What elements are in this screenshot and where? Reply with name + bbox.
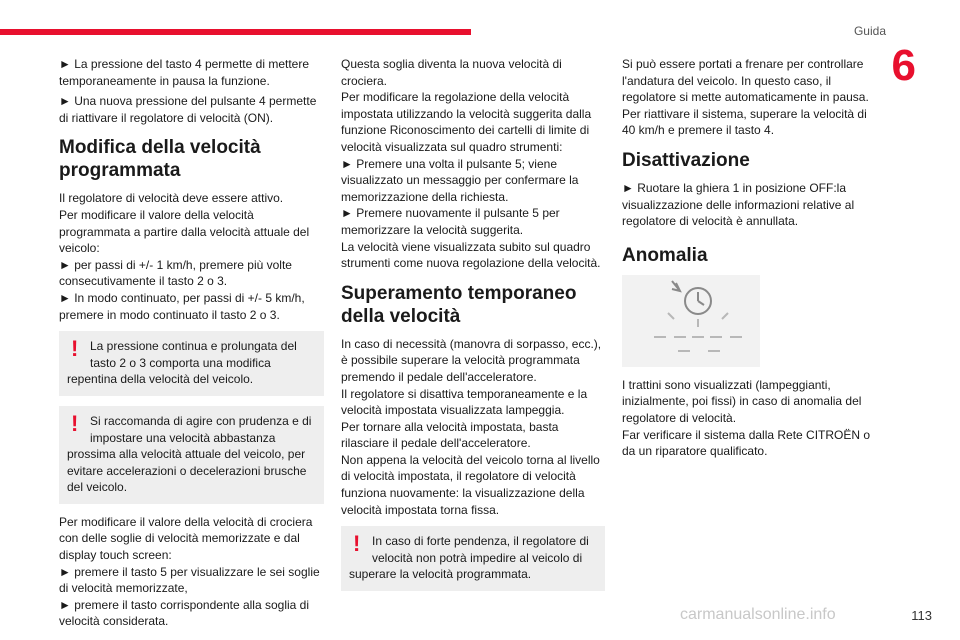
exclamation-icon: !	[353, 531, 361, 557]
speed-regulator-anomaly-icon	[622, 275, 760, 367]
column-3	[622, 56, 880, 464]
paragraph: Il regolatore di velocità deve essere attivo.	[59, 191, 284, 206]
paragraph: Far verificare il sistema dalla Rete CITROËN o da un riparatore qualificato.	[622, 427, 871, 459]
paragraph: ► Ruotare la ghiera 1 in posizione OFF:la visualizzazione delle informazioni relative al regolatore di velocità è annullata.	[622, 180, 855, 229]
top-accent-bar	[0, 29, 471, 35]
watermark: carmanualsonline.info	[680, 606, 836, 623]
paragraph: Per tornare alla velocità impostata, basta rilasciare il pedale dell'acceleratore.	[341, 419, 559, 451]
paragraph: Per modificare il valore della velocità di crociera con delle soglie di velocità memorizzate e dal display touch screen:	[59, 514, 313, 563]
warning-text: superare la velocità programmata.	[349, 567, 532, 582]
paragraph: ► premere il tasto corrispondente alla soglia di velocità considerata.	[59, 597, 310, 629]
paragraph: Per modificare il valore della velocità programmata a partire dalla velocità attuale del veicolo:	[59, 207, 310, 256]
warning-box	[59, 331, 324, 396]
paragraph: Per riattivare il sistema, superare la velocità di 40 km/h e premere il tasto 4.	[622, 106, 867, 138]
paragraph: In caso di necessità (manovra di sorpasso, ecc.), è possibile superare la velocità programmata premendo il pedale dell'acceleratore.	[341, 336, 602, 384]
heading-modifica: Modifica della velocità programmata	[59, 137, 261, 182]
warning-box	[59, 406, 324, 504]
paragraph: ► In modo continuato, per passi di +/- 5 km/h, premere in modo continuato il tasto 2 o 3.	[59, 290, 305, 322]
warning-text: repentina della velocità del veicolo.	[67, 372, 254, 387]
paragraph: I trattini sono visualizzati (lampeggianti, inizialmente, poi fissi) in caso di anomalia del regolatore di velocità.	[622, 377, 862, 425]
exclamation-icon: !	[71, 410, 79, 436]
paragraph: ► Premere una volta il pulsante 5; viene visualizzato un messaggio per confermare la memorizzazione della richiesta.	[341, 156, 579, 204]
warning-text: La pressione continua e prolungata del tasto 2 o 3 comporta una modifica	[90, 339, 297, 370]
warning-text: Si raccomanda di agire con prudenza e di impostare una velocità abbastanza	[90, 413, 312, 445]
paragraph: Non appena la velocità del veicolo torna al livello di velocità impostata, il regolatore di velocità funziona nuovamente: la visualizzazione della velocità impostata torna fissa.	[341, 452, 600, 517]
heading-anomalia: Anomalia	[622, 244, 708, 266]
paragraph: Per modificare la regolazione della velocità impostata utilizzando la velocità suggerita dalla funzione Riconoscimento dei cartelli di limite di velocità visualizzata sul quadro strumenti:	[341, 90, 592, 154]
paragraph: Il regolatore si disattiva temporaneamente e la velocità impostata visualizzata lampeggia.	[341, 386, 588, 418]
section-title: Guida	[853, 24, 886, 38]
paragraph: ► La pressione del tasto 4 permette di mettere temporaneamente in pausa la funzione.	[59, 57, 310, 88]
column-1	[59, 56, 324, 634]
warning-text: In caso di forte pendenza, il regolatore di velocità non potrà impedire al veicolo di	[372, 534, 589, 565]
paragraph: La velocità viene visualizzata subito sul quadro strumenti come nuova regolazione della velocità.	[341, 239, 601, 271]
heading-superamento: Superamento temporaneo della velocità	[341, 282, 577, 327]
paragraph: ► per passi di +/- 1 km/h, premere più volte consecutivamente il tasto 2 o 3.	[59, 257, 292, 289]
paragraph: ► premere il tasto 5 per visualizzare le sei soglie di velocità memorizzate,	[59, 564, 320, 596]
chapter-number: 6	[891, 41, 916, 90]
paragraph: ► Una nuova pressione del pulsante 4 permette di riattivare il regolatore di velocità (ON).	[59, 94, 317, 125]
warning-text: prossima alla velocità attuale del veicolo, per evitare accelerazioni o decelerazioni brusche del veicolo.	[67, 447, 307, 495]
heading-disattivazione: Disattivazione	[622, 149, 750, 171]
paragraph: Si può essere portati a frenare per controllare l'andatura del veicolo. In questo caso, il regolatore si mette automaticamente in pausa.	[622, 57, 869, 105]
exclamation-icon: !	[71, 336, 79, 362]
page-number: 113	[911, 608, 932, 623]
paragraph: Questa soglia diventa la nuova velocità di crociera.	[341, 57, 562, 88]
paragraph: ► Premere nuovamente il pulsante 5 per memorizzare la velocità suggerita.	[341, 206, 560, 237]
column-2	[341, 56, 605, 601]
warning-box	[341, 526, 605, 591]
